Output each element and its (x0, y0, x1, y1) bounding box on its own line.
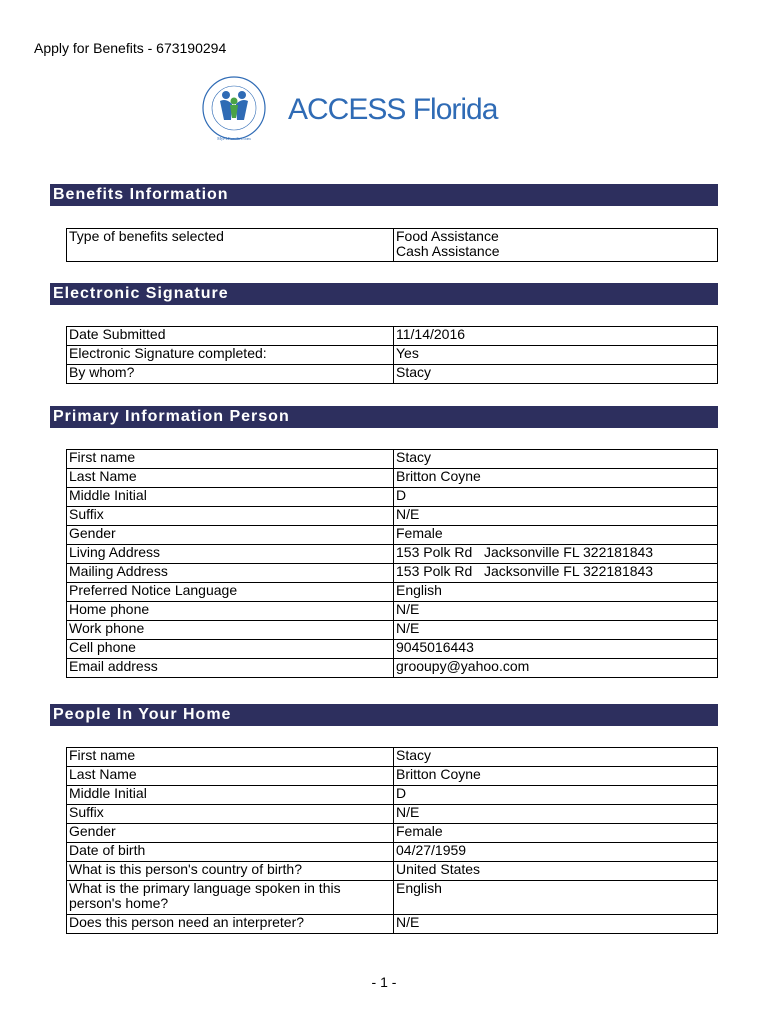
table-row (67, 507, 718, 526)
table-row (67, 488, 718, 507)
field-value-text: Food Assistance Cash Assistance (396, 228, 500, 259)
figure-head-icon (238, 91, 246, 99)
table-row (67, 748, 718, 767)
field-value: Stacy (394, 748, 718, 767)
signature-table (66, 326, 718, 384)
field-label: Suffix (67, 805, 394, 824)
field-value: 11/14/2016 (394, 327, 718, 346)
field-label: Middle Initial (67, 488, 394, 507)
field-label: Home phone (67, 602, 394, 621)
field-label: Email address (67, 659, 394, 678)
table-row (67, 526, 718, 545)
field-label: Electronic Signature completed: (67, 346, 394, 365)
table-row (67, 862, 718, 881)
field-value: N/E (394, 507, 718, 526)
field-value: N/E (394, 602, 718, 621)
table-row (67, 640, 718, 659)
table-row (67, 786, 718, 805)
table-row (67, 767, 718, 786)
section-header-people: People In Your Home (50, 704, 718, 726)
field-value: Stacy (394, 450, 718, 469)
brand-name: ACCESS Florida (288, 93, 498, 126)
table-row (67, 881, 718, 915)
field-label: Date Submitted (67, 327, 394, 346)
table-row (67, 229, 718, 262)
field-label: First name (67, 450, 394, 469)
field-label: Suffix (67, 507, 394, 526)
field-value: English (394, 881, 718, 915)
field-label: Last Name (67, 767, 394, 786)
field-value: 153 Polk Rd Jacksonville FL 322181843 (394, 564, 718, 583)
table-row (67, 621, 718, 640)
field-label: Preferred Notice Language (67, 583, 394, 602)
table-row (67, 545, 718, 564)
benefits-table (66, 228, 718, 262)
table-row (67, 602, 718, 621)
field-value: D (394, 488, 718, 507)
field-value: D (394, 786, 718, 805)
field-value: Stacy (394, 365, 718, 384)
field-label: First name (67, 748, 394, 767)
table-row (67, 843, 718, 862)
field-value: Female (394, 526, 718, 545)
section-header-signature: Electronic Signature (50, 283, 718, 305)
figure-head-icon (222, 91, 230, 99)
field-value: Britton Coyne (394, 767, 718, 786)
field-label: Date of birth (67, 843, 394, 862)
field-label: Gender (67, 824, 394, 843)
document-title: Apply for Benefits - 673190294 (34, 40, 227, 56)
field-label: Mailing Address (67, 564, 394, 583)
table-row (67, 450, 718, 469)
field-value: N/E (394, 915, 718, 934)
field-value: 04/27/1959 (394, 843, 718, 862)
field-value: grooupy@yahoo.com (394, 659, 718, 678)
field-value: United States (394, 862, 718, 881)
field-label: Work phone (67, 621, 394, 640)
table-row (67, 469, 718, 488)
field-value: N/E (394, 805, 718, 824)
field-value (394, 229, 718, 262)
table-row (67, 659, 718, 678)
table-row (67, 564, 718, 583)
table-row (67, 346, 718, 365)
field-value: Yes (394, 346, 718, 365)
dcf-logo (198, 74, 270, 146)
field-value: 153 Polk Rd Jacksonville FL 322181843 (394, 545, 718, 564)
field-label: What is the primary language spoken in this person's home? (67, 881, 394, 915)
field-value: Female (394, 824, 718, 843)
field-label: Last Name (67, 469, 394, 488)
table-row (67, 915, 718, 934)
field-value: English (394, 583, 718, 602)
field-value: Britton Coyne (394, 469, 718, 488)
field-label: Cell phone (67, 640, 394, 659)
field-label: Type of benefits selected (67, 229, 394, 262)
table-row (67, 365, 718, 384)
section-header-benefits: Benefits Information (50, 184, 718, 206)
field-label: What is this person's country of birth? (67, 862, 394, 881)
household-table (66, 747, 718, 934)
field-label: Gender (67, 526, 394, 545)
field-value: N/E (394, 621, 718, 640)
table-row (67, 805, 718, 824)
table-row (67, 824, 718, 843)
field-label: Middle Initial (67, 786, 394, 805)
table-row (67, 583, 718, 602)
table-row (67, 327, 718, 346)
field-label: Does this person need an interpreter? (67, 915, 394, 934)
page-number: - 1 - (371, 974, 397, 990)
field-label: Living Address (67, 545, 394, 564)
section-header-primary: Primary Information Person (50, 406, 718, 428)
logo-url: MyFLFamilies.com (217, 136, 251, 141)
field-label: By whom? (67, 365, 394, 384)
child-head-icon (231, 98, 238, 105)
field-value: 9045016443 (394, 640, 718, 659)
primary-person-table (66, 449, 718, 678)
